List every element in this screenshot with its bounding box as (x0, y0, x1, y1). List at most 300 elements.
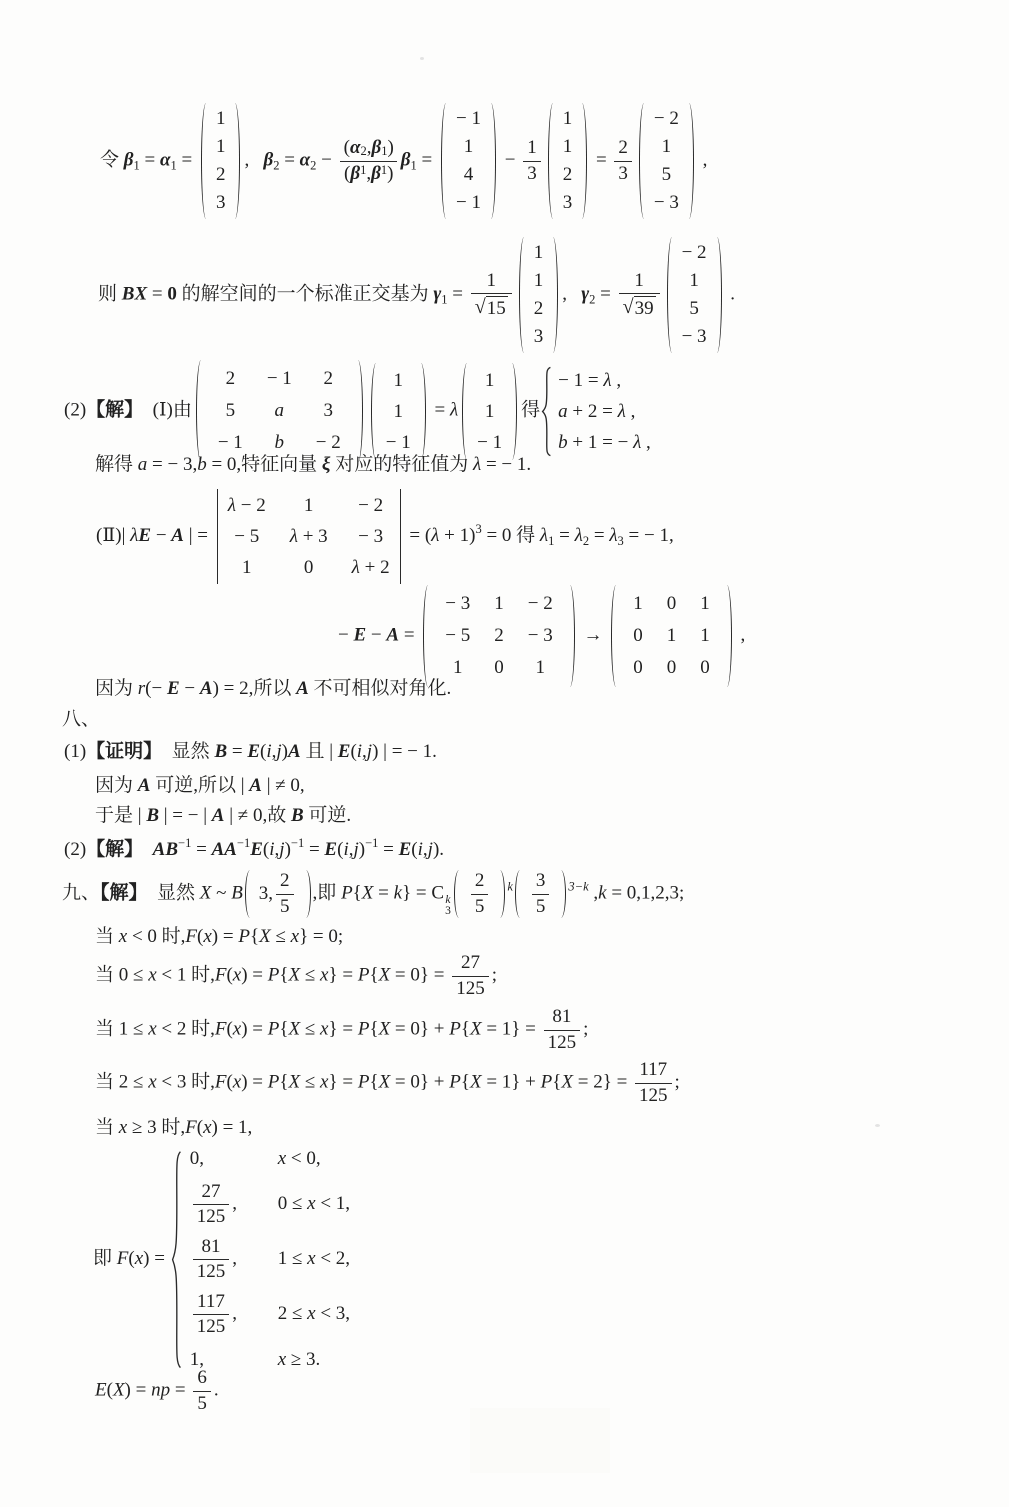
math-text: F (185, 926, 198, 947)
math-text: − (316, 149, 337, 171)
math-text: np (151, 1379, 171, 1401)
math-text: = 0,1,2,3; (606, 882, 685, 904)
vector-entry: − 1 (385, 431, 411, 453)
vector-entry: 1 (533, 270, 544, 291)
math-text: | = − | (159, 805, 212, 826)
matrix-cell (358, 521, 383, 552)
math-text: x (232, 1071, 242, 1093)
math-text: ) (281, 741, 288, 762)
math-text: + 1 = − (567, 431, 634, 453)
math-text: 125 (456, 977, 485, 999)
math-text: 于是 | (95, 805, 147, 826)
math-text: ( (197, 926, 204, 947)
math-text: X (378, 1071, 391, 1093)
fraction (193, 1182, 230, 1228)
math-text: 八、 (62, 709, 101, 730)
math-text: = − 1. (481, 454, 532, 475)
math-text: − 3 (527, 625, 553, 646)
scan-artifact (875, 1124, 880, 1127)
math-text: ) (284, 839, 291, 860)
math-text: 1 (527, 136, 537, 158)
math-text: ) = (241, 964, 268, 986)
math-text: 2 (280, 870, 290, 891)
math-text: . (725, 283, 736, 305)
math-text: x (277, 1348, 287, 1370)
math-text: − 2 (315, 432, 341, 453)
math-text: } = 0; (299, 926, 344, 947)
math-text: j (353, 839, 359, 860)
math-text: ( (128, 1248, 135, 1269)
math-text: ) = (241, 1018, 268, 1040)
math-text: ) = (241, 1071, 268, 1093)
equation-line-determinant (96, 487, 674, 586)
math-text: , (271, 741, 277, 762)
math-text: , (641, 431, 651, 453)
math-text: , (232, 1248, 237, 1270)
math-text: 1 (360, 162, 367, 177)
math-text: 【证明】 (86, 741, 163, 762)
paren-left (371, 363, 381, 460)
math-text: ). (432, 839, 445, 860)
math-text: A (199, 678, 213, 699)
math-text: . (213, 1379, 219, 1401)
section-heading-eight (62, 707, 100, 734)
math-text: = (378, 839, 399, 860)
matrix-cell (633, 652, 643, 684)
math-text: P (357, 1071, 370, 1093)
paren-left (667, 237, 677, 353)
math-text: ) = 2,所以 (212, 678, 297, 699)
math-text: + 2 = (567, 400, 618, 422)
radicand: 15 (486, 298, 506, 320)
math-text: , (232, 1193, 237, 1215)
math-text: γ (433, 283, 442, 305)
math-text: β (371, 162, 381, 184)
matrix-cell (275, 395, 285, 427)
math-text: 5 (225, 400, 236, 421)
math-text: ( (350, 741, 357, 762)
math-text: ; (491, 964, 498, 986)
math-text: , (422, 839, 428, 860)
math-text: X (561, 1071, 573, 1093)
vector-entry: − 2 (653, 108, 679, 129)
math-text: { (369, 1071, 379, 1093)
math-text: , (366, 162, 372, 184)
math-text: − (338, 624, 354, 646)
math-text: 1 (634, 269, 644, 291)
math-text: 1, (189, 1348, 204, 1370)
math-text: − 2 (527, 593, 553, 614)
math-text: λ (227, 495, 236, 516)
paren-left (454, 870, 464, 918)
math-text: 【解】 (86, 399, 144, 421)
math-text: | ≠ 0, (261, 775, 305, 796)
equation-line-gram-schmidt (100, 103, 707, 219)
math-text: 可逆. (303, 805, 352, 826)
math-text: k (393, 882, 403, 904)
vector-entry: 2 (562, 164, 573, 185)
math-text: < 2, (315, 1248, 351, 1270)
fraction (193, 1237, 230, 1283)
math-text: = 1} + (481, 1071, 541, 1093)
det-bar-right (400, 489, 401, 584)
math-text: r (137, 678, 146, 699)
math-text: BX (121, 283, 148, 305)
math-text: | = (183, 524, 213, 546)
paren-right (507, 363, 517, 460)
math-text: X (288, 1018, 301, 1040)
math-text: ≤ (300, 1018, 321, 1040)
matrix-cell (352, 552, 390, 583)
math-text: { (249, 926, 260, 947)
math-text: 0, (189, 1148, 204, 1169)
piece-value (190, 1292, 248, 1338)
math-text: 1 (453, 657, 463, 678)
math-text: = 0,特征向量 (206, 454, 322, 475)
math-text: −1 (290, 836, 305, 850)
math-text: B (214, 741, 228, 762)
math-text: X (469, 1071, 482, 1093)
math-text: (1) (64, 741, 87, 762)
math-text: = (447, 283, 468, 305)
paren-group (515, 870, 567, 918)
math-text: ( (344, 162, 351, 184)
matrix-cell (445, 620, 470, 652)
math-text: 不可相似对角化. (308, 678, 452, 699)
math-text: b (197, 454, 207, 475)
math-text: ,即 (312, 882, 342, 904)
math-text: β (400, 149, 411, 171)
paren-right (486, 103, 496, 219)
fraction (193, 1368, 211, 1414)
math-text: λ (603, 369, 612, 391)
vector-entry: − 1 (456, 108, 481, 129)
paren-left (423, 585, 433, 687)
column-vector (201, 103, 241, 219)
paren-left (639, 103, 649, 219)
math-text: j (279, 839, 285, 860)
math-text: k (507, 879, 513, 894)
paren-right (684, 103, 694, 219)
vector-entry: 5 (661, 164, 672, 185)
math-text (143, 839, 153, 860)
math-text: 1 (410, 158, 417, 173)
math-text: ) | = − 1. (372, 741, 437, 762)
vector-entry: − 2 (681, 242, 707, 263)
vector-entry: 1 (484, 400, 495, 422)
math-text: E (353, 624, 367, 646)
math-text: A (288, 741, 301, 762)
math-text: X (199, 882, 212, 904)
math-text: j (427, 839, 433, 860)
math-text: x (307, 1303, 316, 1325)
math-text: 1 (133, 158, 140, 173)
math-text: X (259, 926, 271, 947)
vector-entry: 1 (215, 136, 226, 157)
math-text: P (267, 1071, 280, 1093)
math-text: E (250, 839, 263, 860)
math-text: 2 (494, 625, 504, 646)
math-text: , (348, 839, 354, 860)
math-text: −1 (236, 836, 251, 850)
paren-right (416, 363, 426, 460)
matrix-cell (290, 521, 328, 552)
equation-line-piecewise-cdf (93, 1146, 350, 1373)
math-text: = (591, 149, 612, 171)
math-text: ( (260, 741, 267, 762)
math-text: = (589, 524, 610, 546)
math-text: 3 (618, 162, 628, 184)
math-text: E (166, 678, 180, 699)
math-text: x (277, 1148, 287, 1169)
math-text: } = C (402, 882, 445, 904)
vector-entry: − 1 (456, 192, 481, 213)
math-text: − (151, 524, 172, 546)
math-text: 1 (700, 625, 710, 646)
math-text: 3, (258, 882, 274, 904)
equation-line-row-reduction (338, 585, 745, 687)
math-text: x (148, 1071, 157, 1093)
matrix (611, 585, 732, 687)
math-text: 3 (617, 533, 624, 548)
math-text: − 5 (234, 526, 260, 547)
math-text: | (121, 524, 131, 546)
math-text: 2 (474, 870, 485, 891)
math-text: 0 (633, 625, 643, 646)
vector-entry: − 3 (653, 192, 679, 213)
text-line-rank-conclusion (95, 676, 451, 703)
math-text: 的解空间的一个标准正交基为 (176, 283, 434, 305)
math-text: { (279, 964, 289, 986)
math-text: < 2 时, (156, 1018, 215, 1040)
math-text: { (369, 964, 379, 986)
math-text: x (307, 1193, 316, 1215)
matrix (196, 360, 363, 462)
fraction (452, 953, 489, 999)
math-text: = (279, 149, 300, 171)
math-text: 当 0 ≤ (95, 964, 149, 986)
vector-entry: − 3 (681, 326, 707, 347)
paren-left (462, 363, 472, 460)
math-text: λ (633, 431, 642, 453)
matrix-cell (267, 363, 292, 395)
scan-artifact (420, 57, 424, 60)
math-text: 5 (474, 895, 485, 917)
fraction (523, 138, 541, 184)
vector-entry: 1 (562, 108, 573, 129)
math-text: β (263, 149, 274, 171)
math-text: 1 ≤ (277, 1248, 308, 1270)
math-text: −1 (365, 836, 379, 850)
math-text: 2 ≤ (277, 1303, 308, 1325)
math-text: < 1, (315, 1193, 351, 1215)
math-text: ( (262, 839, 270, 860)
piece-condition (278, 1146, 321, 1173)
math-text: < 0, (286, 1148, 321, 1169)
matrix-cell (234, 521, 259, 552)
math-text: = 0 得 (481, 524, 540, 546)
math-text: 九、 (62, 882, 101, 904)
math-text: = 1} = (481, 1018, 541, 1040)
math-text: 1 (666, 625, 677, 646)
math-text: 解得 (95, 454, 138, 475)
math-text: = (227, 741, 248, 762)
vector-entry: 3 (562, 192, 573, 213)
math-text: , (588, 882, 599, 904)
math-text: a (558, 400, 568, 422)
paren-left (611, 585, 621, 687)
determinant (217, 487, 401, 586)
math-text: − 3 (445, 593, 471, 614)
equation-line-orthonormal-basis (98, 237, 735, 353)
math-text: = (373, 882, 394, 904)
column-vector (462, 363, 517, 460)
math-text: X (288, 1071, 301, 1093)
paren-right (548, 237, 558, 353)
math-text: , (366, 136, 372, 158)
math-text: 1 (486, 269, 496, 291)
math-text: − (366, 624, 387, 646)
math-text: ξ (321, 454, 331, 475)
matrix-cell (226, 395, 236, 427)
math-text: = 2} = (572, 1071, 633, 1093)
piecewise-function (170, 1146, 350, 1373)
math-text: ) = (124, 1379, 152, 1401)
math-text: < 3, (315, 1303, 351, 1325)
math-text: 1 (170, 158, 177, 173)
math-text: 3 (527, 162, 537, 184)
math-text: λ (472, 454, 482, 475)
math-text: = 0} + (390, 1071, 450, 1093)
math-text: ≤ (270, 926, 291, 947)
matrix-cell (494, 652, 504, 684)
matrix-cell (700, 588, 710, 620)
math-text: = 0} = (390, 964, 450, 986)
matrix-cell (358, 490, 383, 521)
math-text: b (558, 431, 568, 453)
math-text: = (191, 839, 212, 860)
math-text: ≤ (300, 964, 321, 986)
fraction (635, 1060, 672, 1106)
text-line-cdf-case5 (95, 1115, 252, 1142)
matrix-cell (667, 652, 677, 684)
math-text: (− (145, 678, 167, 699)
math-text: 【解】 (100, 882, 148, 904)
math-text: ≥ 3. (286, 1348, 321, 1370)
math-text: ) = (143, 1248, 170, 1269)
math-text: AB (152, 839, 179, 860)
math-text: 1 (303, 495, 314, 516)
math-text: E (247, 741, 261, 762)
matrix-cell (494, 620, 504, 652)
math-text: 1 (700, 593, 710, 614)
math-text: = (304, 839, 325, 860)
math-text: = (554, 524, 575, 546)
math-text: ( (226, 1071, 233, 1093)
math-text: i (266, 741, 272, 762)
math-text: − 1 = (558, 369, 604, 391)
math-text: i (417, 839, 423, 860)
math-text: 显然 (147, 882, 200, 904)
math-text: ( (226, 964, 233, 986)
math-text: , (562, 283, 582, 305)
matrix-cell (528, 620, 553, 652)
math-text: = (170, 1379, 191, 1401)
math-text: 2 (360, 144, 367, 158)
column-vector (371, 363, 426, 460)
math-text: ~ (211, 882, 232, 904)
math-text: 5 (197, 1392, 207, 1414)
left-brace (170, 1146, 183, 1373)
math-text: ( (196, 1117, 204, 1138)
math-text: λ (539, 524, 549, 546)
math-text: 1 (633, 593, 643, 614)
super-subscript-stack: k 3 (445, 894, 451, 918)
math-text: P (357, 964, 370, 986)
paren-left (515, 870, 525, 918)
text-line-solve-ab (95, 452, 531, 479)
math-text: F (214, 1071, 227, 1093)
left-brace (540, 365, 553, 458)
math-text: 125 (547, 1031, 577, 1053)
matrix-cell (700, 652, 710, 684)
math-text: ≤ (300, 1071, 321, 1093)
math-text: ( (106, 1379, 113, 1401)
math-text: x (118, 1117, 128, 1138)
math-text: 2 (589, 292, 596, 307)
matrix-cell (304, 490, 314, 521)
math-text: + 3 (297, 526, 328, 547)
piece-condition (278, 1301, 350, 1328)
math-text: − (499, 149, 521, 171)
math-text: 令 (100, 149, 124, 171)
math-text: A (296, 678, 309, 699)
math-text: , (697, 149, 708, 171)
math-text: A (211, 805, 225, 826)
math-text: (Ⅰ)由 (143, 399, 192, 421)
math-text: = (429, 399, 450, 421)
math-text: = (147, 283, 168, 305)
math-text: 1 (494, 593, 504, 614)
math-text: 81 (552, 1006, 572, 1027)
math-text: 27 (460, 952, 480, 973)
math-text: 81 (201, 1235, 221, 1257)
math-text: 117 (639, 1059, 668, 1080)
paren-right (722, 585, 732, 687)
math-text: ) = 1, (211, 1117, 253, 1138)
vector-entry: 4 (463, 164, 474, 185)
math-text: 即 (93, 1248, 117, 1269)
scan-artifact (470, 1408, 610, 1473)
math-text: 因为 (95, 678, 138, 699)
radicand: 39 (634, 298, 654, 320)
math-text: 2 (273, 158, 280, 173)
column-vector (519, 237, 559, 353)
math-text: α (299, 149, 311, 171)
math-text: , (232, 1303, 237, 1325)
vector-entry: 1 (463, 136, 474, 157)
paren-right (556, 870, 566, 918)
math-text: = ( (404, 524, 432, 546)
math-text: B (231, 882, 243, 904)
fraction (471, 871, 489, 917)
math-text: − 3 (358, 526, 384, 547)
math-text: x (148, 964, 157, 986)
math-text: 0 (494, 657, 504, 678)
math-text: 2 (582, 533, 590, 548)
vector-entry: 1 (393, 400, 403, 422)
math-text: 125 (196, 1316, 226, 1338)
